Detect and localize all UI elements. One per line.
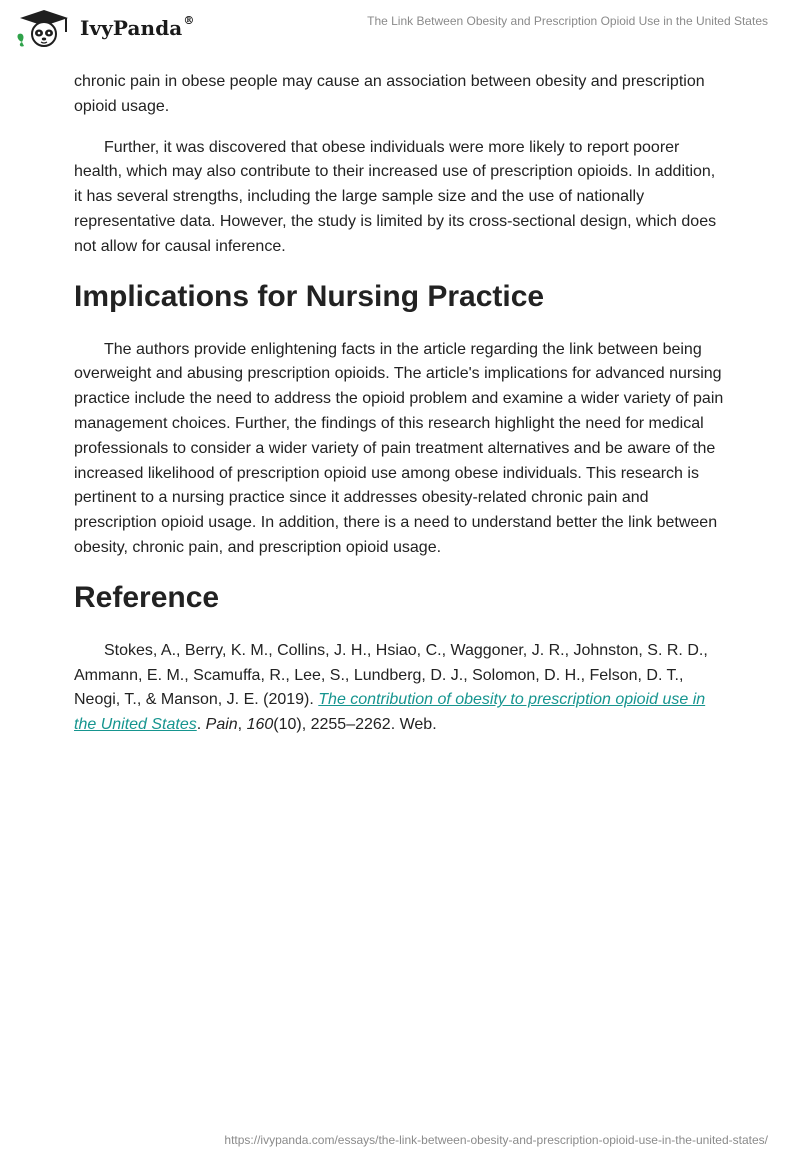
reference-sep: ,	[237, 716, 247, 734]
reference-journal: Pain	[205, 716, 238, 734]
heading-reference: Reference	[74, 580, 220, 614]
brand-name: IvyPanda®	[80, 14, 195, 40]
reference-title-link[interactable]: The contribution of obesity to prescription opioid use in the United States	[74, 691, 706, 734]
paragraph-study-findings: Further, it was discovered that obese individuals were more likely to report poorer health, which may also contribute to their increased use of prescription opioids. In addition, it has several strengths, including the large sample size and the use of nationally representative data. However, the study is limited by its cross-sectional design, which does not allow for causal inference.	[74, 138, 717, 255]
heading-implications: Implications for Nursing Practice	[74, 279, 545, 313]
panda-graduate-icon	[14, 8, 74, 48]
reference-pages: (10), 2255–2262. Web.	[273, 716, 437, 734]
reference-entry	[74, 639, 724, 738]
reference-authors: Stokes, A., Berry, K. M., Collins, J. H., Hsiao, C., Waggoner, J. R., Johnston, S. R. D., Ammann, E. M., Scamuffa, R., Lee, S., Lundberg, D. J., Solomon, D. H., Felson, D. T., Neogi, T., & Manson, J. E. (2019).	[74, 641, 708, 709]
paragraph-implications: The authors provide enlightening facts in the article regarding the link between being overweight and abusing prescription opioids. The article's implications for advanced nursing practice include the need to address the opioid problem and examine a wider variety of pain management choices. Further, the findings of this research highlight the need for medical professionals to consider a wider variety of pain treatment alternatives and be aware of the increased likelihood of prescription opioid use among obese individuals. This research is pertinent to a nursing practice since it addresses obesity-related chronic pain and prescription opioid usage. In addition, there is a need to understand better the link between obesity, chronic pain, and prescription opioid usage.	[74, 340, 724, 556]
registered-mark: ®	[183, 14, 195, 27]
essay-content	[74, 70, 724, 754]
reference-volume: 160	[246, 716, 274, 734]
page-header	[0, 0, 800, 60]
footer-url: https://ivypanda.com/essays/the-link-between-obesity-and-prescription-opioid-use-in-the-united-states/	[224, 1133, 768, 1147]
reference-punct: .	[196, 716, 206, 734]
paragraph-continued: chronic pain in obese people may cause an association between obesity and prescription opioid usage.	[74, 73, 705, 115]
brand-logo[interactable]	[14, 8, 194, 48]
document-title: The Link Between Obesity and Prescription Opioid Use in the United States	[367, 14, 768, 28]
